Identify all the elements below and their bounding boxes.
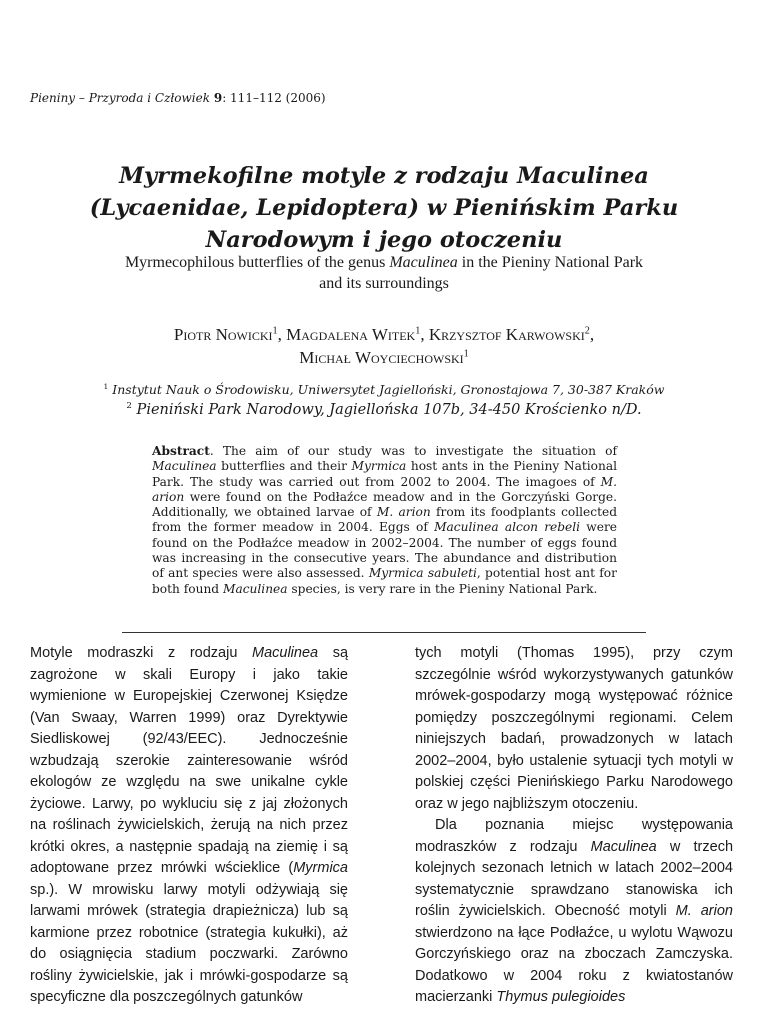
affiliation-text: Pieniński Park Narodowy, Jagiellońska 107b, 34-450 Krościenko n/D.	[131, 402, 642, 418]
body-paragraph	[415, 815, 733, 1009]
subtitle-text: Myrmecophilous butterflies of the genus	[124, 254, 390, 271]
abstract-text: species, is very rare in the Pieniny National Park.	[287, 581, 598, 596]
affiliation-marker: 2	[584, 325, 590, 337]
abstract-text: from its foodplants collected from the former meadow in 2004. Eggs of	[152, 505, 617, 535]
abstract-taxon: Maculinea alcon rebeli	[434, 520, 581, 535]
journal-pages-year: : 111–112 (2006)	[222, 91, 326, 105]
abstract-text: . The aim of our study was to investigate the situation of	[209, 444, 617, 458]
abstract-taxon: M. arion	[152, 474, 617, 504]
author-name: Krzysztof Karwowski	[428, 325, 585, 344]
abstract-taxon: Myrmica	[351, 459, 407, 474]
affiliation-marker: 1	[463, 348, 469, 360]
author-name: Michał Woyciechowski	[299, 348, 464, 367]
journal-citation	[30, 91, 326, 105]
author-name: Magdalena Witek	[286, 325, 416, 344]
abstract-text: , potential host ant for both found	[152, 566, 617, 596]
abstract-text: were found on the Podłaźce meadow in 2002–2004. The number of eggs found was increasing in the consecutive years. The abundance and distribution of ant species were also assessed.	[152, 520, 617, 581]
title-line-1: Myrmekofilne motyle z rodzaju Maculinea	[119, 163, 649, 189]
abstract-taxon: Maculinea	[222, 581, 288, 596]
journal-name: Pieniny – Przyroda i Człowiek	[30, 91, 210, 105]
article-title	[60, 160, 708, 256]
abstract-text: host ants in the Pieniny National Park. The study was carried out from 2002 to 2004. The imagoes of	[152, 459, 617, 489]
abstract-text: were found on the Podłaźce meadow and in the Gorczyński Gorge. Additionally, we obtained larvae of	[152, 489, 617, 520]
author-separator: ,	[420, 325, 429, 344]
abstract-text: butterflies and their	[216, 459, 352, 474]
author-name: Piotr Nowicki	[173, 325, 273, 344]
affiliation-marker: 1	[415, 325, 421, 337]
affiliations	[30, 380, 738, 420]
body-text: stwierdzono na łące Podłaźce, u wylotu Wąwozu Gorczyńskiego oraz na zboczach Zamczyska. Dodatkowo w 2004 roku z kwiatostanów macierzanki	[415, 924, 733, 1005]
body-taxon: Thymus pulegioides	[496, 989, 626, 1005]
body-column-right	[415, 643, 733, 1009]
body-text: w trzech kolejnych sezonach letnich w latach 2002–2004 systematycznie sprawdzano stanowiska ich roślin żywicielskich. Obecność motyli	[415, 838, 734, 919]
abstract-taxon: Myrmica sabuleti	[368, 566, 477, 581]
abstract-label: Abstract	[152, 444, 210, 458]
body-text: Dla poznania miejsc występowania modraszków z rodzaju	[415, 817, 733, 855]
subtitle-line-2: and its surroundings	[319, 275, 449, 292]
author-separator: ,	[277, 325, 287, 344]
body-paragraph: tych motyli (Thomas 1995), przy czym szczególnie wśród wykorzystywanych gatunków mrówek-gospodarzy mogą występować różnice pomiędzy poszczególnymi regionami. Celem niniejszych badań, prowadzonych w latach 2002–2004, było ustalenie sytuacji tych motyli w polskiej części Pienińskiego Parku Narodowego oraz w jego najbliższym otoczeniu.	[415, 645, 733, 812]
body-taxon: Myrmica	[293, 860, 348, 876]
body-taxon: Maculinea	[252, 645, 319, 661]
body-paragraph	[30, 643, 348, 1009]
author-list	[60, 323, 708, 369]
abstract-taxon: Maculinea	[152, 459, 217, 474]
author-separator: ,	[589, 325, 595, 344]
affiliation-2	[30, 400, 738, 420]
abstract-taxon: M. arion	[376, 505, 431, 520]
affiliation-number: 2	[126, 401, 132, 412]
abstract	[152, 444, 617, 597]
title-line-3: Narodowym i jego otoczeniu	[205, 227, 563, 253]
body-text: Motyle modraszki z rodzaju	[30, 645, 252, 661]
affiliation-number: 1	[103, 381, 109, 391]
affiliation-marker: 1	[272, 325, 278, 337]
body-column-left	[30, 643, 348, 1009]
body-taxon: Maculinea	[590, 838, 657, 855]
section-divider	[122, 632, 646, 633]
subtitle-text: in the Pieniny National Park	[457, 254, 644, 271]
affiliation-text: Instytut Nauk o Środowisku, Uniwersytet Jagielloński, Gronostajowa 7, 30-387 Kraków	[108, 382, 665, 397]
body-text: sp.). W mrowisku larwy motyli odżywiają się larwami mrówek (strategia drapieżnicza) lub są karmione przez robotnice (strategia kukułki), aż do osiągnięcia stadium poczwarki. Zarówno rośliny żywicielskie, jak i mrówki-gospodarze są specyficzne dla poszczególnych gatunków	[30, 881, 348, 1005]
body-text: są zagrożone w skali Europy i jako takie wymienione w Europejskiej Czerwonej Księdze (Van Swaay, Warren 1999) oraz Dyrektywie Siedliskowej (92/43/EEC). Jednocześnie wzbudzają szerokie zainteresowanie wśród ekologów ze względu na swe unikalne cykle życiowe. Larwy, po wykluciu się z jaj złożonych na roślinach żywicielskich, żerują na nich przez krótki okres, a następnie spadają na ziemię i są adoptowane przez mrówki wścieklice (	[30, 645, 349, 876]
affiliation-1	[30, 380, 738, 400]
subtitle-genus: Maculinea	[389, 254, 458, 271]
title-line-2: (Lycaenidae, Lepidoptera) w Pienińskim Parku	[89, 195, 679, 221]
journal-volume: 9	[213, 91, 223, 105]
body-taxon: M. arion	[675, 903, 733, 919]
english-title	[60, 252, 708, 294]
